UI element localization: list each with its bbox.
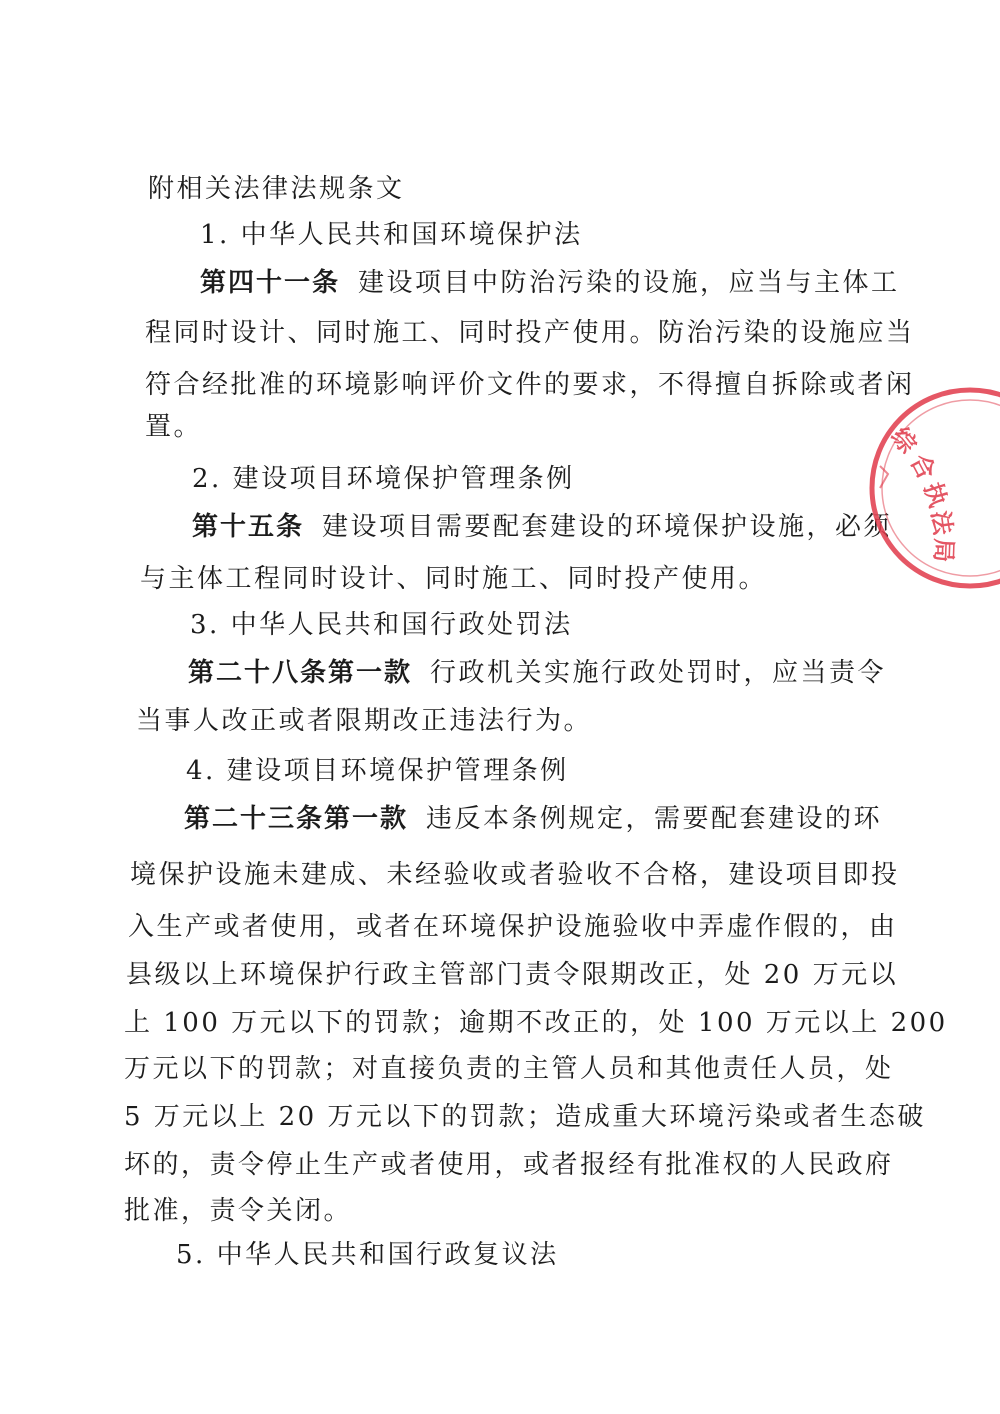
article-number: 第四十一条 bbox=[200, 268, 341, 298]
section-3-line-2: 当事人改正或者限期改正违法行为。 bbox=[136, 706, 593, 736]
svg-text:合: 合 bbox=[904, 449, 942, 485]
section-4-line-6: 万元以下的罚款；对直接负责的主管人员和其他责任人员，处 bbox=[124, 1054, 894, 1084]
section-4-line-9: 批准，责令关闭。 bbox=[124, 1196, 353, 1226]
section-2-line-1 bbox=[192, 510, 892, 544]
section-heading-1: 1. 中华人民共和国环境保护法 bbox=[200, 220, 583, 250]
section-4-line-4: 县级以上环境保护行政主管部门责令限期改正，处 20 万元以 bbox=[126, 960, 899, 990]
article-text: 建设项目需要配套建设的环境保护设施，必须 bbox=[322, 512, 893, 542]
article-number: 第二十三条第一款 bbox=[184, 804, 409, 834]
section-4-line-3: 入生产或者使用，或者在环境保护设施验收中弄虚作假的，由 bbox=[128, 912, 898, 942]
article-number: 第十五条 bbox=[192, 512, 305, 542]
svg-text:法: 法 bbox=[926, 508, 959, 537]
section-4-line-2: 境保护设施未建成、未经验收或者验收不合格，建设项目即投 bbox=[130, 860, 900, 890]
section-heading-2: 2. 建设项目环境保护管理条例 bbox=[192, 464, 575, 494]
article-text: 建设项目中防治污染的设施，应当与主体工 bbox=[358, 268, 900, 298]
section-1-line-2: 程同时设计、同时施工、同时投产使用。防治污染的设施应当 bbox=[145, 318, 915, 348]
section-4-line-7: 5 万元以上 20 万元以下的罚款；造成重大环境污染或者生态破 bbox=[124, 1102, 926, 1132]
article-text: 违反本条例规定，需要配套建设的环 bbox=[426, 804, 883, 834]
section-1-line-3: 符合经批准的环境影响评价文件的要求，不得擅自拆除或者闲 bbox=[145, 370, 915, 400]
svg-text:执: 执 bbox=[918, 478, 954, 511]
section-heading-5: 5. 中华人民共和国行政复议法 bbox=[176, 1240, 559, 1270]
section-heading-3: 3. 中华人民共和国行政处罚法 bbox=[190, 610, 573, 640]
section-1-line-1 bbox=[200, 266, 900, 300]
section-heading-4: 4. 建设项目环境保护管理条例 bbox=[186, 756, 569, 786]
section-1-line-4: 置。 bbox=[145, 412, 203, 442]
document-title: 附相关法律法规条文 bbox=[148, 174, 405, 204]
article-number: 第二十八条第一款 bbox=[188, 658, 413, 688]
svg-text:综: 综 bbox=[885, 421, 923, 459]
section-4-line-1 bbox=[184, 802, 882, 836]
official-seal bbox=[860, 378, 1000, 598]
svg-text:局: 局 bbox=[929, 537, 959, 563]
section-4-line-5: 上 100 万元以下的罚款；逾期不改正的，处 100 万元以上 200 bbox=[124, 1008, 948, 1038]
article-text: 行政机关实施行政处罚时，应当责令 bbox=[430, 658, 887, 688]
section-3-line-1 bbox=[188, 656, 886, 690]
section-2-line-2: 与主体工程同时设计、同时施工、同时投产使用。 bbox=[140, 564, 768, 594]
section-4-line-8: 坏的，责令停止生产或者使用，或者报经有批准权的人民政府 bbox=[124, 1150, 894, 1180]
